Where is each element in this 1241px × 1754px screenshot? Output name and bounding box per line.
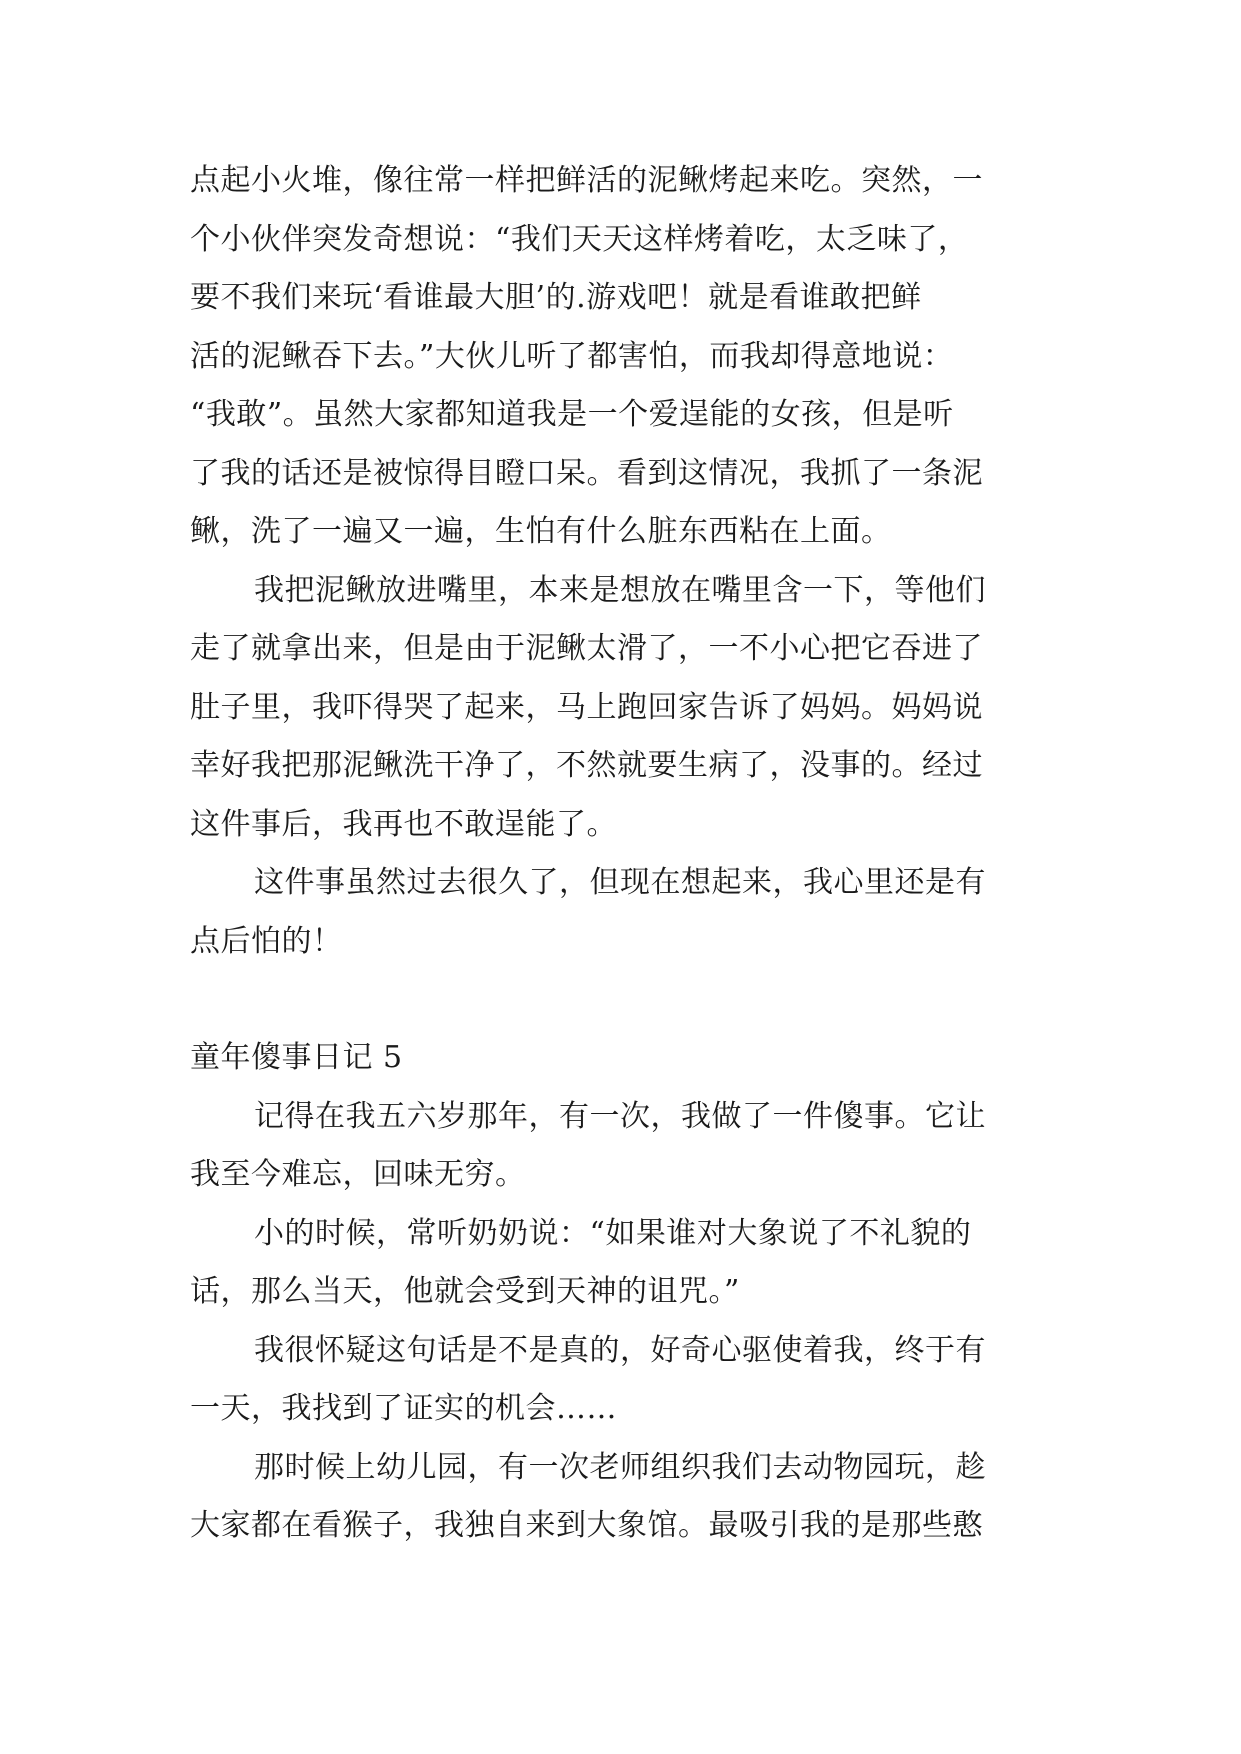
text-line: 了我的话还是被惊得目瞪口呆。看到这情况，我抓了一条泥 xyxy=(190,455,983,491)
paragraph xyxy=(190,1322,1046,1439)
text-line: 一天，我找到了证实的机会…… xyxy=(190,1391,617,1426)
text-line: 我把泥鳅放进嘴里，本来是想放在嘴里含一下，等他们 xyxy=(254,572,986,608)
text-line: 这件事虽然过去很久了，但现在想起来，我心里还是有 xyxy=(254,865,986,900)
paragraph xyxy=(190,1205,1046,1322)
text-line: 肚子里，我吓得哭了起来，马上跑回家告诉了妈妈。妈妈说 xyxy=(190,689,983,725)
text-line: 活的泥鳅吞下去。”大伙儿听了都害怕，而我却得意地说： xyxy=(190,338,954,374)
text-line: 那时候上幼儿园，有一次老师组织我们去动物园玩，趁 xyxy=(254,1449,986,1485)
text-line: 话，那么当天，他就会受到天神的诅咒。” xyxy=(190,1274,740,1309)
paragraph xyxy=(190,562,1046,855)
text-line: 要不我们来玩‘看谁最大胆’的.游戏吧！就是看谁敢把鲜 xyxy=(190,280,922,315)
text-line: 点起小火堆，像往常一样把鲜活的泥鳅烤起来吃。突然，一 xyxy=(190,163,983,198)
text-line: 走了就拿出来，但是由于泥鳅太滑了，一不小心把它吞进了 xyxy=(190,631,983,666)
paragraph xyxy=(190,854,1046,971)
text-line: 小的时候，常听奶奶说：“如果谁对大象说了不礼貌的 xyxy=(254,1215,972,1251)
text-line: 记得在我五六岁那年，有一次，我做了一件傻事。它让 xyxy=(254,1098,986,1134)
text-line: 大家都在看猴子，我独自来到大象馆。最吸引我的是那些憨 xyxy=(190,1508,983,1543)
text-line: 我至今难忘，回味无穷。 xyxy=(190,1157,526,1192)
text-line: 点后怕的！ xyxy=(190,923,343,959)
text-line: 这件事后，我再也不敢逞能了。 xyxy=(190,806,617,842)
text-line: “我敢”。虽然大家都知道我是一个爱逞能的女孩，但是听 xyxy=(190,397,954,432)
paragraph xyxy=(190,1439,1046,1556)
text-line: 鳅，洗了一遍又一遍，生怕有什么脏东西粘在上面。 xyxy=(190,514,892,549)
paragraph xyxy=(190,152,1046,562)
section-title: 童年傻事日记 5 xyxy=(190,1040,403,1075)
text-line: 我很怀疑这句话是不是真的，好奇心驱使着我，终于有 xyxy=(254,1332,986,1368)
section-gap xyxy=(190,971,1046,1029)
text-line: 个小伙伴突发奇想说：“我们天天这样烤着吃，太乏味了， xyxy=(190,221,969,257)
text-line: 幸好我把那泥鳅洗干净了，不然就要生病了，没事的。经过 xyxy=(190,748,983,783)
document-body xyxy=(190,152,1046,1556)
paragraph xyxy=(190,1088,1046,1205)
